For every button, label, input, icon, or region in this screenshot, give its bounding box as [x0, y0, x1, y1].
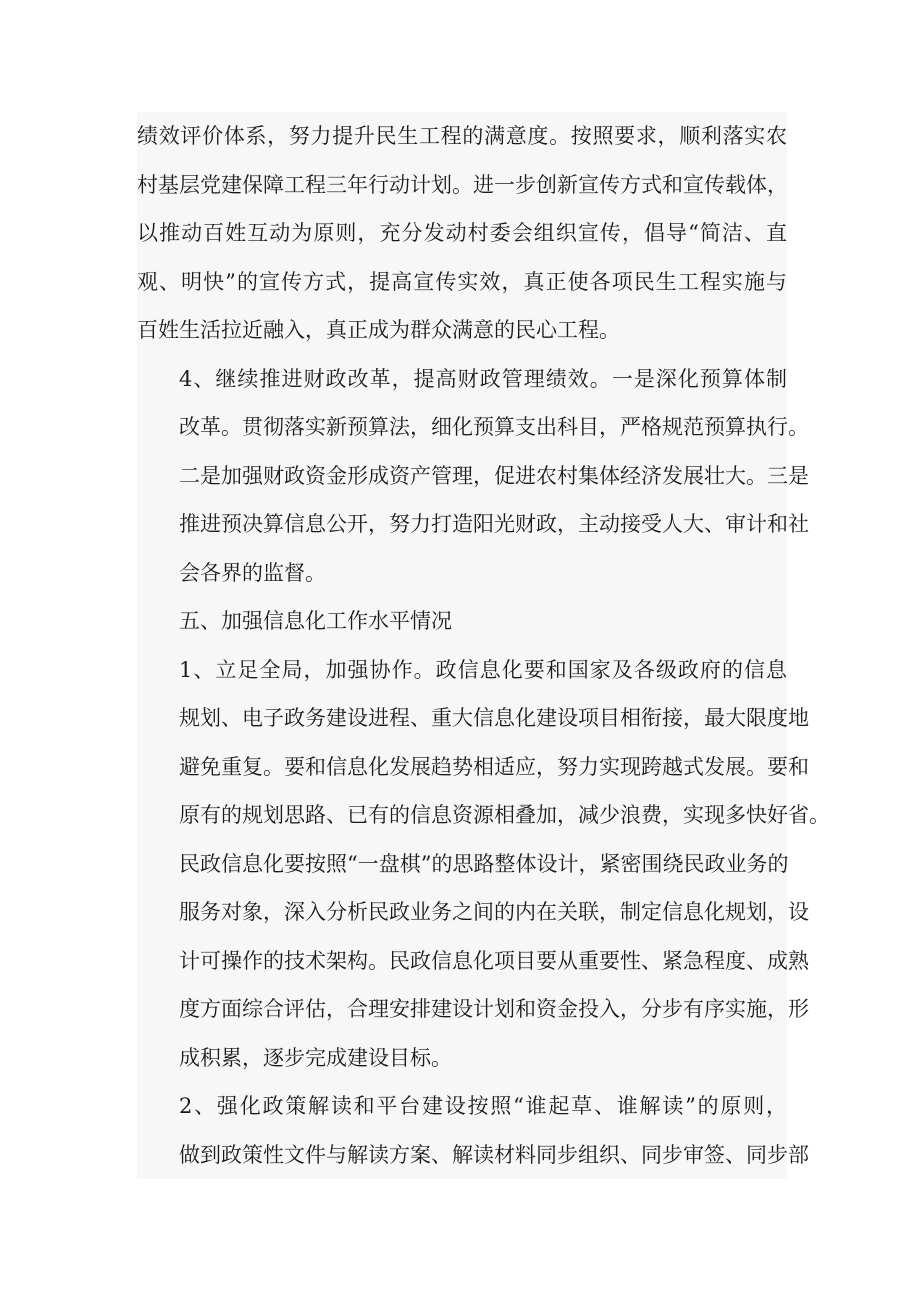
text-line: 二是加强财政资金形成资产管理，促进农村集体经济发展壮大。三是: [179, 463, 809, 488]
text-line: 会各界的监督。: [179, 560, 326, 585]
paragraph-2: [137, 355, 809, 598]
paragraph-4: [137, 1082, 809, 1179]
text-line: 原有的规划思路、已有的信息资源相叠加，减少浪费，实现多快好省。: [179, 803, 830, 827]
text-line: 1、立足全局，加强协作。政信息化要和国家及各级政府的信息: [179, 657, 787, 682]
heading-line: 五、加强信息化工作水平情况: [179, 609, 452, 633]
text-line: 绩效评价体系，努力提升民生工程的满意度。按照要求，顺利落实农: [137, 124, 787, 148]
text-line: 做到政策性文件与解读方案、解读材料同步组织、同步审签、同步部: [179, 1142, 809, 1167]
text-line: 规划、电子政务建设进程、重大信息化建设项目相衔接，最大限度地: [179, 706, 809, 730]
text-line: 改革。贯彻落实新预算法，细化预算支出科目，严格规范预算执行。: [179, 415, 809, 439]
text-line: 服务对象，深入分析民政业务之间的内在关联，制定信息化规划，设: [179, 900, 809, 924]
section-heading: [137, 597, 787, 646]
text-line: 百姓生活拉近融入，真正成为群众满意的民心工程。: [137, 318, 620, 342]
text-line: 成积累，逐步完成建设目标。: [179, 1045, 452, 1070]
text-line: 观、明快”的宣传方式，提高宣传实效，真正使各项民生工程实施与: [137, 269, 787, 294]
text-line: 避免重复。要和信息化发展趋势相适应，努力实现跨越式发展。要和: [179, 754, 809, 779]
text-line: 度方面综合评估，合理安排建设计划和资金投入，分步有序实施，形: [179, 997, 809, 1021]
text-line: 村基层党建保障工程三年行动计划。进一步创新宣传方式和宣传载体，: [137, 172, 788, 197]
text-line: 计可操作的技术架构。民政信息化项目要从重要性、紧急程度、成熟: [179, 948, 809, 973]
document-body: [137, 112, 830, 1179]
text-line: 民政信息化要按照“一盘棋”的思路整体设计，紧密围绕民政业务的: [179, 851, 789, 876]
text-line: 以推动百姓互动为原则，充分发动村委会组织宣传，倡导“简洁、直: [137, 221, 787, 245]
text-line: 推进预决算信息公开，努力打造阳光财政，主动接受人大、审计和社: [179, 512, 809, 536]
paragraph-3: [137, 646, 830, 1083]
text-line: 4、继续推进财政改革，提高财政管理绩效。一是深化预算体制: [179, 366, 787, 391]
text-line: 2、强化政策解读和平台建设按照“谁起草、谁解读”的原则，: [179, 1094, 787, 1118]
paragraph-1: [137, 112, 787, 355]
